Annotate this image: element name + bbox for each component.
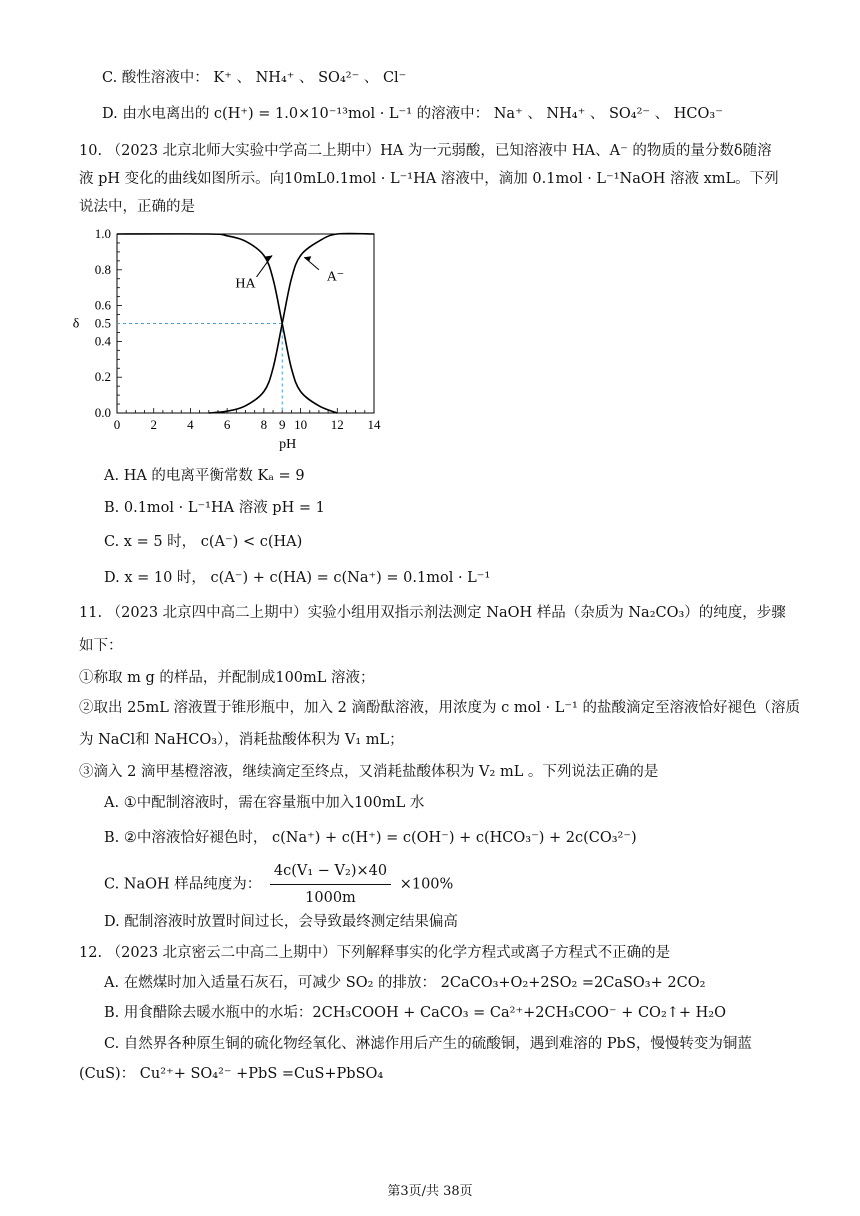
ha-annotation: HA: [235, 276, 256, 292]
x-axis-label: pH: [279, 437, 297, 452]
purity-fraction: [270, 860, 391, 909]
x-tick-label: 6: [223, 417, 231, 432]
q10-stem: 10. （2023 北京北师大实验中学高二上期中）HA 为一元弱酸，已知溶液中 HA、A⁻ 的物质的量分数δ随溶液 pH 变化的曲线如图所示。向10mL0.1mol · L⁻¹HA 溶液中，滴加 0.1mol · L⁻¹NaOH 溶液 xmL。下列说法中，正确的是: [79, 143, 779, 215]
a-minus-annotation: A⁻: [326, 269, 345, 285]
q12-option-a: A. 在燃煤时加入适量石灰石，可减少 SO₂ 的排放： 2CaCO₃+O₂+2SO₂ =2CaSO₃+ 2CO₂: [104, 975, 706, 991]
y-tick-label: 0.5: [94, 315, 111, 331]
x-tick-label: 4: [187, 417, 194, 432]
q11-option-a: A. ①中配制溶液时，需在容量瓶中加入100mL 水: [104, 795, 425, 811]
q10-option-b: B. 0.1mol · L⁻¹HA 溶液 pH = 1: [104, 500, 325, 516]
q11-option-c-prefix: C. NaOH 样品纯度为：: [104, 876, 262, 893]
q10-option-a: A. HA 的电离平衡常数 Kₐ = 9: [104, 468, 305, 484]
q10-option-d: D. x = 10 时， c(A⁻) + c(HA) = c(Na⁺) = 0.1mol · L⁻¹: [104, 570, 491, 586]
x-tick-label: 10: [294, 417, 308, 432]
q11-option-c-suffix: ×100%: [399, 876, 454, 893]
q12-option-c-line1: C. 自然界各种原生铜的硫化物经氧化、淋滤作用后产生的硫酸铜，遇到难溶的 PbS，慢慢转变为铜蓝: [104, 1036, 752, 1052]
q11-step1: ①称取 m g 的样品，并配制成100mL 溶液；: [79, 670, 375, 686]
y-tick-label: 0.6: [94, 297, 111, 313]
x-tick-label: 8: [260, 417, 268, 432]
q11-option-b: B. ②中溶液恰好褪色时， c(Na⁺) + c(H⁺) = c(OH⁻) + c(HCO₃⁻) + 2c(CO₃²⁻): [104, 830, 637, 846]
q11-step3: ③滴入 2 滴甲基橙溶液，继续滴定至终点，又消耗盐酸体积为 V₂ mL 。下列说法正确的是: [79, 764, 659, 780]
y-tick-label: 0.2: [94, 369, 111, 385]
page-footer: 第3页/共 38页: [387, 1184, 473, 1199]
q9-option-c: C. 酸性溶液中： K⁺ 、 NH₄⁺ 、 SO₄²⁻ 、 Cl⁻: [102, 70, 407, 86]
q11-option-c: [104, 860, 453, 909]
q11-step2-line2: 为 NaCl和 NaHCO₃），消耗盐酸体积为 V₁ mL；: [79, 732, 404, 748]
q11-option-d: D. 配制溶液时放置时间过长，会导致最终测定结果偏高: [104, 914, 458, 930]
q12-stem: 12. （2023 北京密云二中高二上期中）下列解释事实的化学方程式或离子方程式不正确的是: [79, 945, 671, 961]
x-tick-label: 2: [150, 417, 157, 432]
q11-stem-line2: 如下：: [79, 638, 123, 654]
y-tick-label: 0.4: [94, 333, 111, 349]
x-tick-label: 0: [113, 417, 121, 432]
a-minus-arrow-line: [304, 257, 319, 270]
y-tick-label: 0.8: [94, 261, 111, 277]
q12-option-c-line2: (CuS)： Cu²⁺+ SO₄²⁻ +PbS =CuS+PbSO₄: [79, 1066, 384, 1082]
y-axis-label: δ: [72, 316, 80, 332]
x-tick-label: 12: [330, 417, 344, 432]
x-tick-label: 9: [278, 417, 286, 432]
q12-option-b: B. 用食醋除去暖水瓶中的水垢：2CH₃COOH + CaCO₃ = Ca²⁺+2CH₃COO⁻ + CO₂↑+ H₂O: [104, 1005, 727, 1021]
y-tick-label: 1.0: [94, 226, 111, 241]
q10-option-c: C. x = 5 时， c(A⁻) < c(HA): [104, 534, 303, 550]
y-tick-label: 0.0: [94, 405, 111, 420]
x-tick-label: 14: [367, 417, 381, 432]
q11-stem-line1: 11. （2023 北京四中高二上期中）实验小组用双指示剂法测定 NaOH 样品（杂质为 Na₂CO₃）的纯度，步骤: [79, 605, 786, 621]
q11-step2-line1: ②取出 25mL 溶液置于锥形瓶中，加入 2 滴酚酞溶液，用浓度为 c mol · L⁻¹ 的盐酸滴定至溶液恰好褪色（溶质: [79, 700, 800, 716]
q9-option-d: D. 由水电离出的 c(H⁺) = 1.0×10⁻¹³mol · L⁻¹ 的溶液中： Na⁺ 、 NH₄⁺ 、 SO₄²⁻ 、 HCO₃⁻: [102, 106, 723, 122]
purity-numerator: 4c(V₁ − V₂)×40: [270, 860, 391, 885]
purity-denominator: 1000m: [305, 890, 356, 906]
delta-ph-chart: [60, 222, 390, 454]
